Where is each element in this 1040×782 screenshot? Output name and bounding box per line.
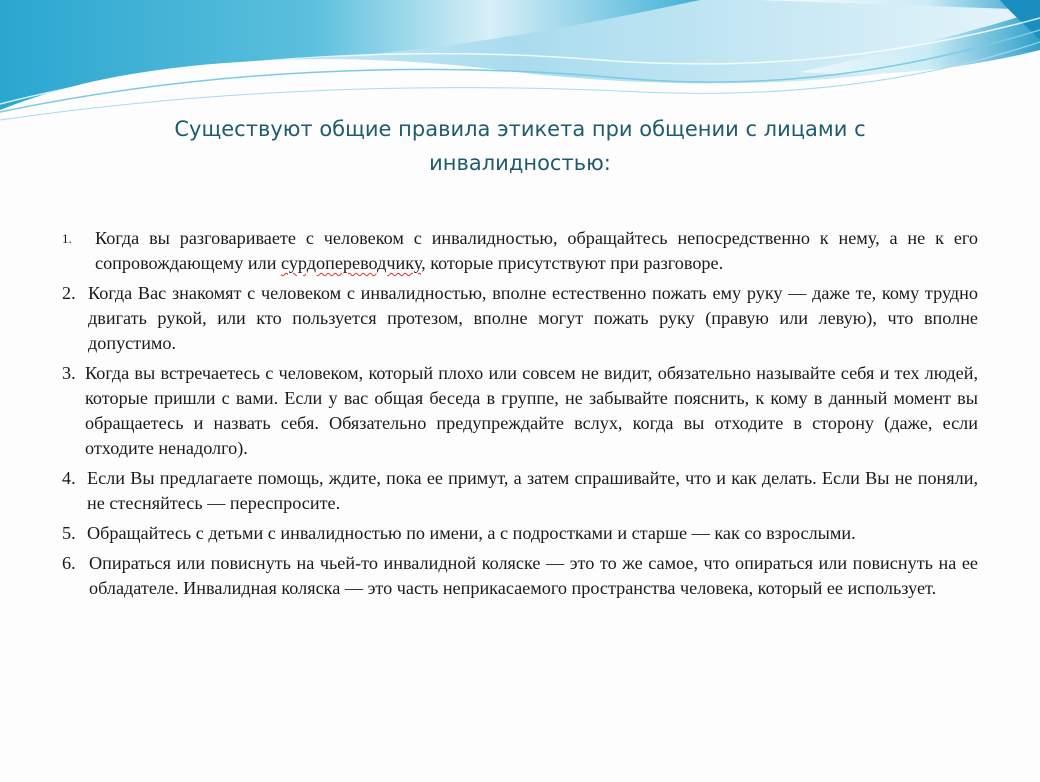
wave-header-decoration xyxy=(0,0,1040,130)
item-number: 3. xyxy=(62,363,76,383)
rules-list xyxy=(62,226,978,606)
item-number: 4. xyxy=(62,468,76,488)
list-item xyxy=(62,226,978,276)
item-text-part: , которые присутствуют при разговоре. xyxy=(421,253,724,273)
item-text: Когда вы встречаетесь с человеком, который плохо или совсем не видит, обязательно называйте себя и тех людей, которые пришли с вами. Если у вас общая беседа в группе, не забывайте пояснить, к кому в данный момент вы обращаетесь и назвать себя. Обязательно предупреждайте вслух, когда вы отходите в сторону (даже, если отходите ненадолго). xyxy=(85,363,978,458)
item-text: Когда Вас знакомят с человеком с инвалидностью, вполне естественно пожать ему руку — даже те, кому трудно двигать рукой, или кто пользуется протезом, вполне могут пожать руку (правую или левую), что вполне допустимо. xyxy=(88,283,978,353)
item-number: 5. xyxy=(62,523,76,543)
item-text: Обращайтесь с детьми с инвалидностью по имени, а с подростками и старше — как со взрослыми. xyxy=(87,523,856,543)
list-item xyxy=(62,361,978,461)
misspelled-word: сурдопереводчику xyxy=(281,253,422,273)
item-text: Если Вы предлагаете помощь, ждите, пока ее примут, а затем спрашивайте, что и как делать. Если Вы не поняли, не стесняйтесь — переспросите. xyxy=(87,468,978,513)
item-text: Опираться или повиснуть на чьей-то инвалидной коляске — это то же самое, что опираться или повиснуть на ее обладателе. Инвалидная коляска — это часть неприкасаемого пространства человека, который ее использует. xyxy=(89,553,978,598)
item-text-part: Когда вы разговариваете с человеком с инвалидностью, обращайтесь непосредственно к нему, а не к его сопровождающему или xyxy=(95,228,978,273)
item-number: 2. xyxy=(62,283,76,303)
slide-title: Существуют общие правила этикета при общении с лицами с инвалидностью: xyxy=(174,117,866,175)
item-number: 6. xyxy=(62,553,76,573)
list-item xyxy=(62,551,978,601)
list-item xyxy=(62,281,978,356)
item-number: 1. xyxy=(62,231,72,246)
list-item xyxy=(62,521,978,546)
list-item xyxy=(62,466,978,516)
item-text xyxy=(95,226,978,276)
